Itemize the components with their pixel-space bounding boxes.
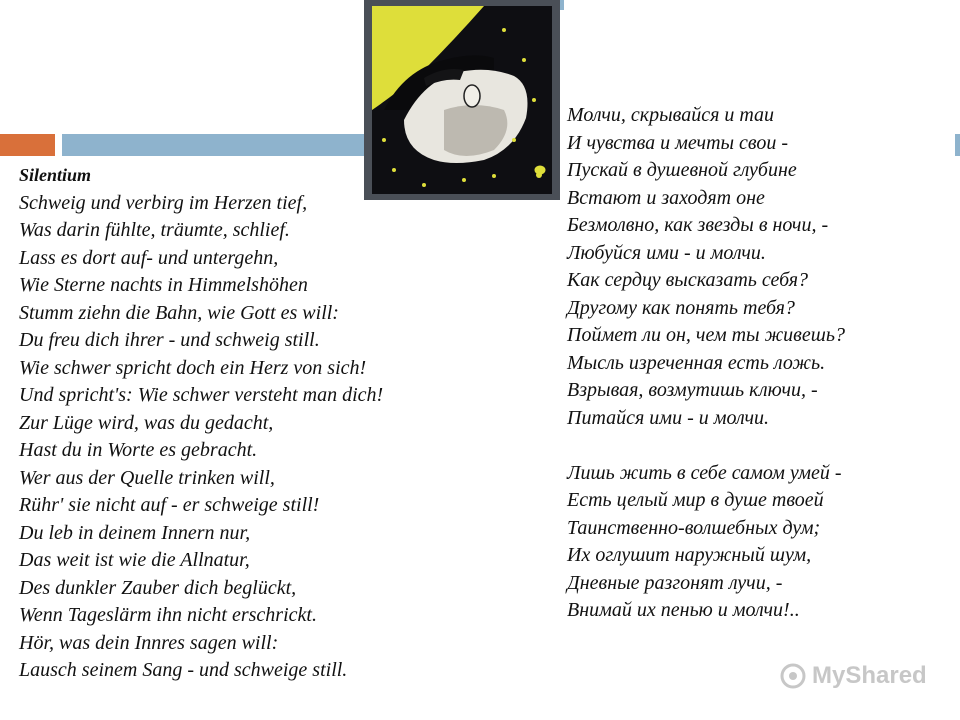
russian-line: Взрывая, возмутишь ключи, - (567, 379, 818, 401)
russian-line: Пускай в душевной глубине (567, 159, 797, 181)
german-line: Lass es dort auf- und untergehn, (19, 246, 279, 269)
german-line: Des dunkler Zauber dich beglückt, (19, 576, 297, 599)
german-line: Hast du in Worte es gebracht. (19, 439, 258, 461)
german-line: Hör, was dein Innres sagen will: (19, 631, 279, 654)
russian-line: Любуйся ими - и молчи. (567, 241, 766, 264)
german-line: Rühr' sie nicht auf - er schweige still! (19, 494, 320, 516)
german-line: Zur Lüge wird, was du gedacht, (19, 411, 274, 434)
german-line: Wie schwer spricht doch ein Herz von sich! (19, 356, 367, 379)
german-line: Das weit ist wie die Allnatur, (19, 549, 250, 571)
myshared-logo-icon (780, 663, 806, 689)
russian-line: Таинственно-волшебных дум; (567, 516, 821, 539)
german-line: Wie Sterne nachts in Himmelshöhen (19, 274, 308, 296)
german-line: Wenn Tageslärm ihn nicht erschrickt. (19, 604, 317, 626)
stanza-break (567, 432, 947, 460)
watermark-text: MyShared (812, 662, 927, 689)
german-line: Stumm ziehn die Bahn, wie Gott es will: (19, 301, 339, 324)
russian-line: Мысль изреченная есть ложь. (567, 351, 826, 374)
russian-line: Дневные разгонят лучи, - (567, 571, 783, 594)
watermark (780, 660, 927, 692)
russian-line: И чувства и мечты свои - (567, 131, 789, 154)
german-line: Du leb in deinem Innern nur, (19, 521, 251, 544)
russian-line: Встают и заходят оне (567, 186, 765, 209)
russian-line: Молчи, скрывайся и таи (567, 104, 775, 126)
german-line: Wer aus der Quelle trinken will, (19, 466, 275, 489)
russian-line: Их оглушит наружный шум, (567, 544, 812, 566)
german-line: Lausch seinem Sang - und schweige still. (19, 659, 348, 681)
russian-line: Питайся ими - и молчи. (567, 406, 769, 429)
accent-bar-orange (0, 134, 55, 156)
russian-line: Есть целый мир в душе твоей (567, 489, 824, 511)
german-poem (19, 162, 539, 685)
german-line: Schweig und verbirg im Herzen tief, (19, 191, 308, 214)
russian-poem (567, 102, 947, 625)
russian-line: Другому как понять тебя? (567, 296, 795, 319)
russian-line: Внимай их пенью и молчи!.. (567, 599, 800, 621)
poem-title: Silentium (19, 165, 92, 185)
russian-line: Лишь жить в себе самом умей - (567, 461, 842, 484)
russian-line: Безмолвно, как звезды в ночи, - (567, 214, 829, 236)
german-line: Und spricht's: Wie schwer versteht man dich! (19, 384, 384, 406)
russian-line: Поймет ли он, чем ты живешь? (567, 324, 845, 346)
german-line: Was darin fühlte, träumte, schlief. (19, 219, 290, 241)
german-line: Du freu dich ihrer - und schweig still. (19, 329, 320, 351)
russian-line: Как сердцу высказать себя? (567, 269, 808, 291)
accent-bar-right (955, 134, 960, 156)
